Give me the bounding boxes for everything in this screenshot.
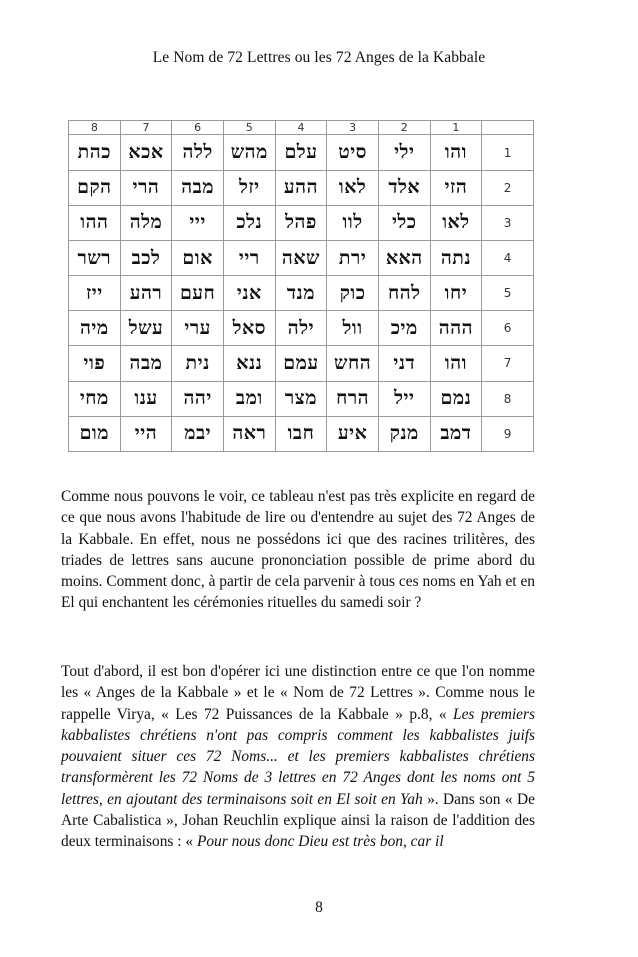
row-number-cell: 8	[482, 381, 534, 416]
divine-name-cell: ההו	[69, 205, 121, 240]
column-number-header: 6	[172, 121, 224, 135]
table-row	[69, 346, 534, 381]
divine-name-cell: היי	[120, 416, 172, 451]
divine-name-cell: חבו	[275, 416, 327, 451]
column-number-header: 2	[378, 121, 430, 135]
divine-name-cell: אלד	[378, 170, 430, 205]
row-number-cell: 7	[482, 346, 534, 381]
seventy-two-names-table	[68, 120, 534, 452]
divine-name-cell: רהע	[120, 276, 172, 311]
divine-name-cell: מום	[69, 416, 121, 451]
divine-name-cell: דמב	[430, 416, 482, 451]
divine-name-cell: ילי	[378, 135, 430, 170]
divine-name-cell: פהל	[275, 205, 327, 240]
row-number-cell: 3	[482, 205, 534, 240]
table-row	[69, 416, 534, 451]
table-row	[69, 205, 534, 240]
row-number-cell: 2	[482, 170, 534, 205]
divine-name-cell: עלם	[275, 135, 327, 170]
paragraph-2-text	[61, 661, 535, 853]
divine-name-cell: ענו	[120, 381, 172, 416]
divine-name-cell: ייל	[378, 381, 430, 416]
divine-name-cell: סאל	[223, 311, 275, 346]
divine-name-cell: יזל	[223, 170, 275, 205]
paragraph-2-text-part-1: Tout d'abord, il est bon d'opérer ici une distinction entre ce que l'on nomme les « Anges de la Kabbale » et le « Nom de 72 Lettres ». Comme nous le rappelle Virya, « Les 72 Puissances de la Kabbale » p.8, «	[61, 663, 535, 723]
divine-name-cell: ננא	[223, 346, 275, 381]
divine-name-cell: והו	[430, 346, 482, 381]
divine-name-cell: לאו	[430, 205, 482, 240]
page-number: 8	[315, 899, 323, 916]
divine-name-cell: עשל	[120, 311, 172, 346]
divine-name-cell: ההע	[275, 170, 327, 205]
column-number-header: 3	[327, 121, 379, 135]
divine-name-cell: הקם	[69, 170, 121, 205]
divine-name-cell: אכא	[120, 135, 172, 170]
row-number-cell: 4	[482, 240, 534, 275]
divine-name-cell: מנד	[275, 276, 327, 311]
row-number-cell: 5	[482, 276, 534, 311]
divine-name-cell: עמם	[275, 346, 327, 381]
table-row	[69, 381, 534, 416]
paragraph-1-text: Comme nous pouvons le voir, ce tableau n'est pas très explicite en regard de ce que nous avons l'habitude de lire ou d'entendre au sujet des 72 Anges de la Kabbale. En effet, nous ne possédons ici que des racines trilitères, des triades de lettres sans aucune prononciation possible de prime abord du moins. Comment donc, à partir de cela parvenir à tous ces noms en Yah et en El qui enchantent les cérémonies rituelles du samedi soir ?	[61, 488, 535, 612]
divine-name-cell: מחי	[69, 381, 121, 416]
row-number-cell: 1	[482, 135, 534, 170]
column-number-header: 4	[275, 121, 327, 135]
divine-name-cell: כוק	[327, 276, 379, 311]
divine-name-cell: כלי	[378, 205, 430, 240]
divine-name-cell: ריי	[223, 240, 275, 275]
table-column-header-row	[69, 121, 534, 135]
divine-name-cell: ומב	[223, 381, 275, 416]
divine-name-cell: ההה	[430, 311, 482, 346]
divine-name-cell: סיט	[327, 135, 379, 170]
divine-name-cell: יהה	[172, 381, 224, 416]
divine-name-cell: אני	[223, 276, 275, 311]
divine-name-cell: ילה	[275, 311, 327, 346]
divine-name-cell: נמם	[430, 381, 482, 416]
paragraph-2-quote-1: Les premiers kabbalistes chrétiens n'ont pas compris comment les kabbalistes juifs pouvaient situer ces 72 Noms... et les premiers kabbalistes chrétiens transformèrent les 72 Noms de 3 lettres en 72 Anges dont les noms ont 5 lettres, en ajoutant des terminaisons soit en El soit en Yah	[61, 705, 535, 808]
divine-name-cell: דני	[378, 346, 430, 381]
paragraph-1	[61, 486, 535, 614]
divine-name-cell: ירת	[327, 240, 379, 275]
column-number-header: 1	[430, 121, 482, 135]
divine-name-cell: מהש	[223, 135, 275, 170]
divine-name-cell: ללה	[172, 135, 224, 170]
column-number-header: 8	[69, 121, 121, 135]
divine-name-cell: מיכ	[378, 311, 430, 346]
column-number-header: 5	[223, 121, 275, 135]
divine-name-cell: לאו	[327, 170, 379, 205]
divine-name-cell: מלה	[120, 205, 172, 240]
row-number-cell: 6	[482, 311, 534, 346]
table-corner-cell	[482, 121, 534, 135]
paragraph-2-text-part-2: ». Dans son « De Arte Cabalistica », Johan Reuchlin explique ainsi la raison de l'addition des deux terminaisons : «	[61, 790, 535, 851]
divine-name-cell: מנק	[378, 416, 430, 451]
divine-name-cell: מיה	[69, 311, 121, 346]
divine-name-cell: אום	[172, 240, 224, 275]
running-header: Le Nom de 72 Lettres ou les 72 Anges de la Kabbale	[152, 49, 486, 66]
divine-name-cell: ראה	[223, 416, 275, 451]
divine-name-cell: ייי	[172, 205, 224, 240]
paragraph-2	[61, 661, 535, 853]
divine-name-cell: האא	[378, 240, 430, 275]
divine-name-cell: לכב	[120, 240, 172, 275]
divine-name-cell: מבה	[120, 346, 172, 381]
divine-name-cell: נלכ	[223, 205, 275, 240]
divine-name-cell: כהת	[69, 135, 121, 170]
divine-name-cell: פוי	[69, 346, 121, 381]
divine-name-cell: יבמ	[172, 416, 224, 451]
divine-name-cell: איע	[327, 416, 379, 451]
table-row	[69, 135, 534, 170]
divine-name-cell: חעם	[172, 276, 224, 311]
divine-name-cell: מצר	[275, 381, 327, 416]
divine-name-cell: ערי	[172, 311, 224, 346]
paragraph-2-quote-2: Pour nous donc Dieu est très bon, car il	[196, 833, 444, 851]
divine-name-cell: ייז	[69, 276, 121, 311]
divine-name-cell: רשר	[69, 240, 121, 275]
divine-name-cell: מבה	[172, 170, 224, 205]
divine-name-cell: שאה	[275, 240, 327, 275]
divine-name-cell: הרח	[327, 381, 379, 416]
table-row	[69, 276, 534, 311]
table-row	[69, 240, 534, 275]
divine-name-cell: לוו	[327, 205, 379, 240]
divine-name-cell: החש	[327, 346, 379, 381]
divine-name-cell: הרי	[120, 170, 172, 205]
divine-name-cell: וול	[327, 311, 379, 346]
divine-name-cell: והו	[430, 135, 482, 170]
divine-name-cell: יחו	[430, 276, 482, 311]
divine-name-cell: להח	[378, 276, 430, 311]
divine-name-cell: נתה	[430, 240, 482, 275]
divine-name-cell: נית	[172, 346, 224, 381]
column-number-header: 7	[120, 121, 172, 135]
table-row	[69, 311, 534, 346]
row-number-cell: 9	[482, 416, 534, 451]
seventy-two-names-table-wrap	[68, 120, 534, 452]
table-row	[69, 170, 534, 205]
divine-name-cell: הזי	[430, 170, 482, 205]
